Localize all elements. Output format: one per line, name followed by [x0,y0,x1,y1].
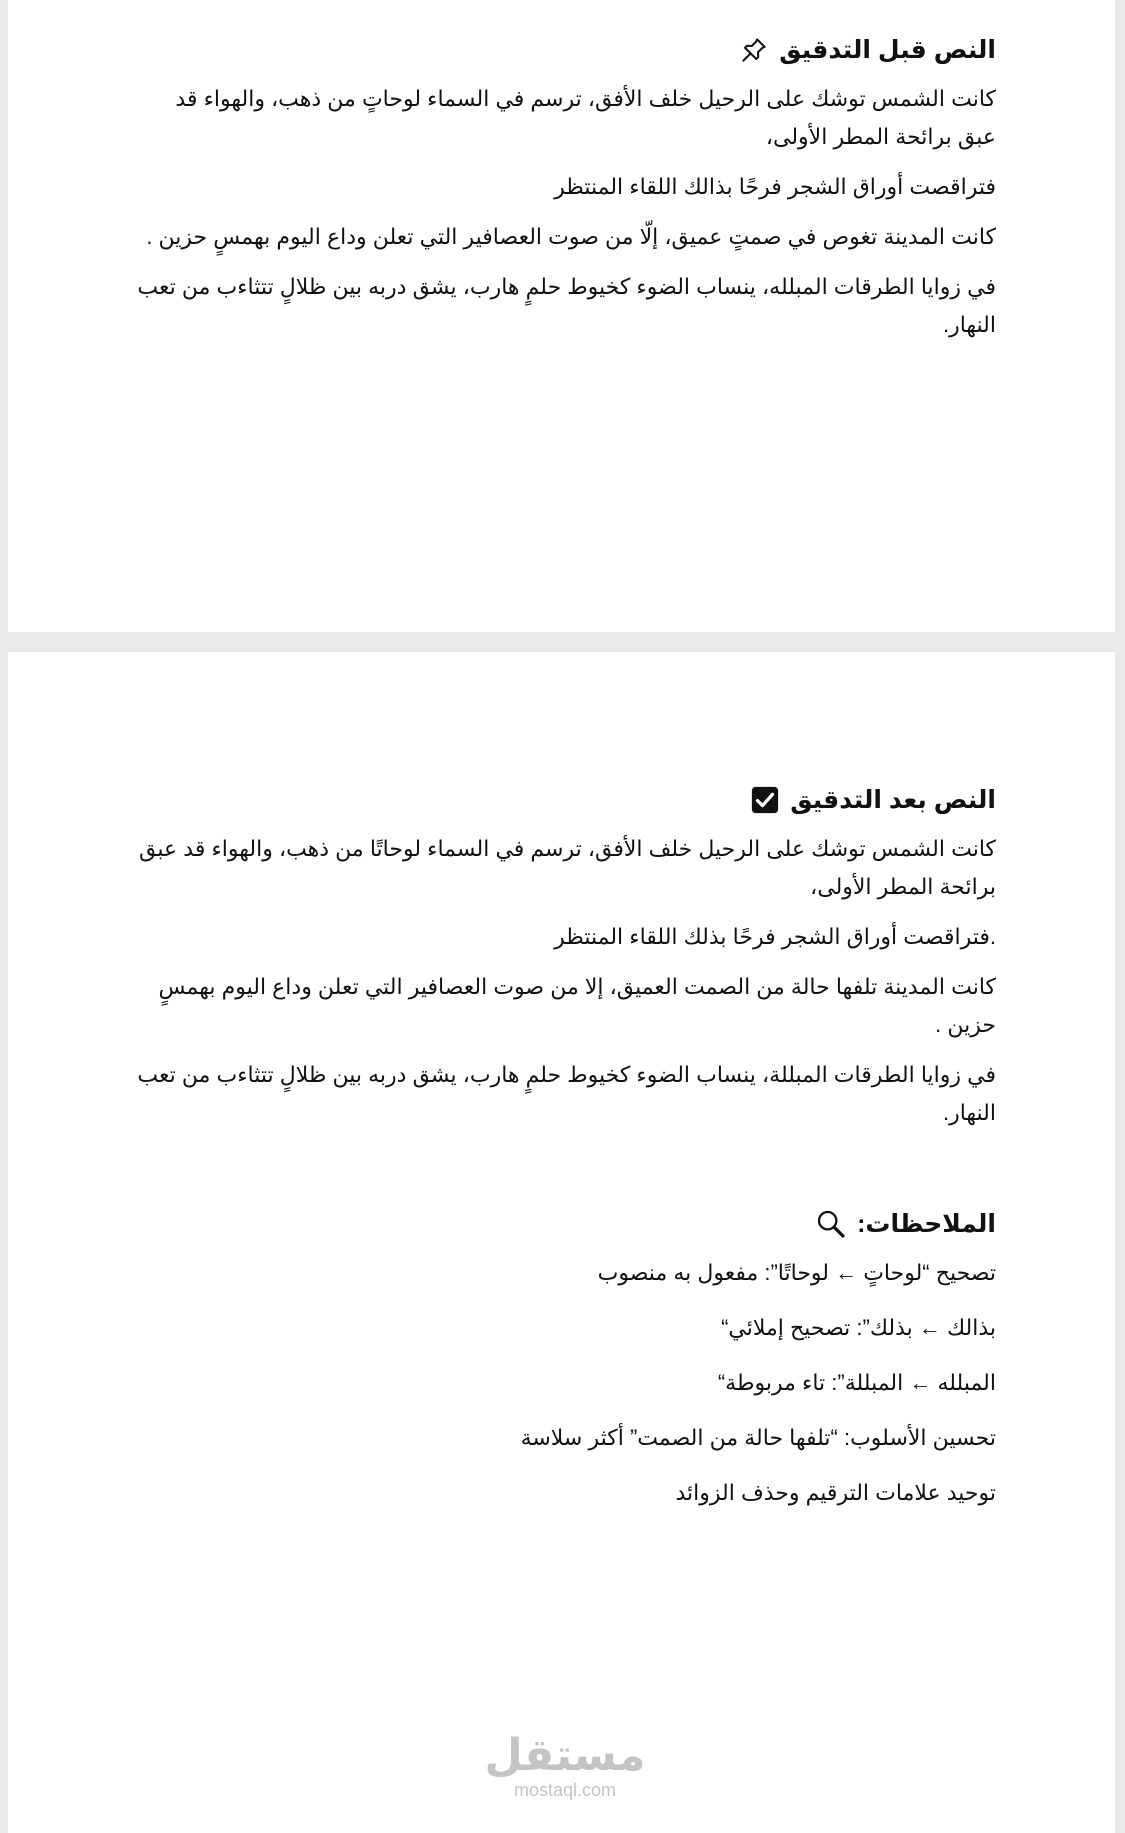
note-item-3: المبلله ← المبللة”: تاء مربوطة“ [717,1370,996,1395]
after-paragraph-3: كانت المدينة تلفها حالة من الصمت العميق، إلا من صوت العصافير التي تعلن وداع اليوم بهمسٍ حزين . [158,974,996,1037]
before-paragraph-4: في زوايا الطرقات المبلله، ينساب الضوء كخيوط حلمٍ هارب، يشق دربه بين ظلالٍ تتثاءب من تعب النهار. [137,274,996,337]
mostaql-watermark [480,1730,650,1800]
before-heading [136,30,996,70]
after-paragraph-2: .فتراقصت أوراق الشجر فرحًا بذلك اللقاء المنتظر [554,924,996,949]
note-item-1: تصحيح “لوحاتٍ ← لوحاتًا”: مفعول به منصوب [597,1260,996,1285]
before-paragraph-1: كانت الشمس توشك على الرحيل خلف الأفق، ترسم في السماء لوحاتٍ من ذهب، والهواء قد عبق برائحة المطر الأولى، [175,86,996,149]
after-heading [136,780,996,820]
before-section [136,30,996,356]
after-section [136,780,996,1529]
notes-title: الملاحظات: [857,1210,996,1238]
after-paragraph-4: في زوايا الطرقات المبللة، ينساب الضوء كخيوط حلمٍ هارب، يشق دربه بين ظلالٍ تتثاءب من تعب النهار. [137,1062,996,1125]
note-item-5: توحيد علامات الترقيم وحذف الزوائد [675,1480,996,1505]
notes-heading [136,1204,996,1244]
after-paragraph-1: كانت الشمس توشك على الرحيل خلف الأفق، ترسم في السماء لوحاتًا من ذهب، والهواء قد عبق برائحة المطر الأولى، [139,836,996,899]
before-title: النص قبل التدقيق [779,36,996,64]
magnifier-icon [815,1208,847,1240]
before-paragraph-3: كانت المدينة تغوص في صمتٍ عميق، إلّا من صوت العصافير التي تعلن وداع اليوم بهمسٍ حزين . [146,224,996,249]
before-paragraph-2: فتراقصت أوراق الشجر فرحًا بذالك اللقاء المنتظر [554,174,996,199]
checkbox-checked-icon [750,785,780,815]
page-after [8,652,1115,1833]
watermark-arabic: مستقل [484,1730,646,1781]
page-before [8,0,1115,632]
note-item-2: بذالك ← بذلك”: تصحيح إملائي“ [721,1315,996,1340]
note-item-4: تحسين الأسلوب: “تلفها حالة من الصمت” أكثر سلاسة [520,1425,996,1450]
after-title: النص بعد التدقيق [790,786,996,814]
watermark-latin: mostaql.com [513,1780,617,1800]
pushpin-icon [739,35,769,65]
